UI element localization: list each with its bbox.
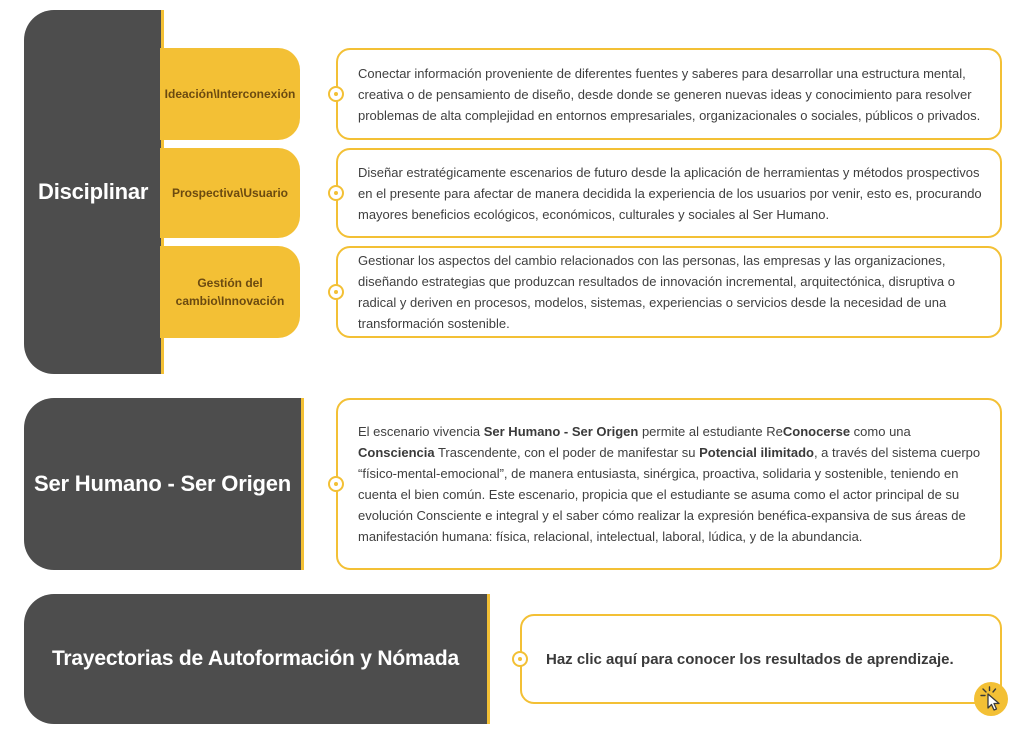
connector-dot-icon: [328, 86, 344, 102]
learning-results-box[interactable]: [520, 614, 1002, 704]
ser-humano-title: Ser Humano - Ser Origen: [33, 471, 291, 496]
connector-dot-icon: [328, 284, 344, 300]
text-fragment: , a través del sistema cuerpo “físico-mental-emocional”, de manera entusiasta, sinérgica, proactiva, solidaria y sostenible, teniendo en cuenta el bien común. Este escenario, propicia que el estudiante se asuma como el actor principal de su evolución Consciente e integral y el saber cómo realizar la expresión benéfica-expansiva de sus áreas de manifestación humana: física, relacional, intelectual, laboral, lúdica, y de la abundancia.: [358, 445, 981, 544]
ser-humano-panel: [24, 398, 304, 570]
disciplinar-title: Disciplinar: [38, 179, 149, 204]
prospectiva-description: Diseñar estratégicamente escenarios de futuro desde la aplicación de herramientas y métodos prospectivos en el presente para afectar de manera decidida la experiencia de los usuarios por venir, esto es, procurando mayores beneficios ecológicos, económicos, culturales y sociales al Ser Humano.: [358, 164, 982, 222]
click-cursor-icon[interactable]: [974, 682, 1008, 716]
bold-fragment: Consciencia: [358, 445, 435, 460]
gestion-description-box: [336, 246, 1002, 338]
tab-ideacion-label: Ideación\Interconexión: [164, 87, 296, 101]
learning-results-link[interactable]: Haz clic aquí para conocer los resultados de aprendizaje.: [546, 650, 954, 668]
text-fragment: Trascendente, con el poder de manifestar su: [434, 445, 700, 460]
ideacion-description-box: [336, 48, 1002, 140]
bold-fragment: Conocerse: [782, 424, 851, 439]
tab-prospectiva-label: Prospectiva\Usuario: [171, 186, 289, 200]
disciplinar-panel: [24, 10, 164, 374]
tab-prospectiva: [160, 148, 300, 238]
tab-gestion-label: Gestión del cambio\Innovación: [175, 276, 285, 308]
tab-ideacion: [160, 48, 300, 140]
trayectorias-title: Trayectorias de Autoformación y Nómada: [51, 647, 460, 670]
ideacion-description: Conectar información proveniente de diferentes fuentes y saberes para desarrollar una estructura mental, creativa o de pensamiento de diseño, desde donde se generen nuevas ideas y conocimiento para resolver problemas de alta complejidad en entornos empresariales, organizacionales o sociales, públicos o privados.: [358, 65, 981, 123]
ser-humano-description: [338, 421, 1000, 547]
connector-dot-icon: [512, 651, 528, 667]
text-fragment: El escenario vivencia: [358, 424, 484, 439]
trayectorias-panel: [24, 594, 490, 724]
bold-fragment: Ser Humano - Ser Origen: [483, 424, 639, 439]
connector-dot-icon: [328, 476, 344, 492]
bold-fragment: Potencial ilimitado: [699, 445, 814, 460]
ser-humano-description-box: [336, 398, 1002, 570]
text-fragment: permite al estudiante Re: [638, 424, 783, 439]
prospectiva-description-box: [336, 148, 1002, 238]
click-cursor-icon-svg: [974, 682, 1008, 716]
connector-dot-icon: [328, 185, 344, 201]
tab-gestion: [160, 246, 300, 338]
text-fragment: como una: [850, 424, 911, 439]
gestion-description: Gestionar los aspectos del cambio relacionados con las personas, las empresas y las organizaciones, diseñando estrategias que produzcan resultados de innovación incremental, arquitectónica, disruptiva o radical y deriven en procesos, modelos, sistemas, experiencias o servicios desde la necesidad de una transformación sostenible.: [358, 253, 955, 331]
